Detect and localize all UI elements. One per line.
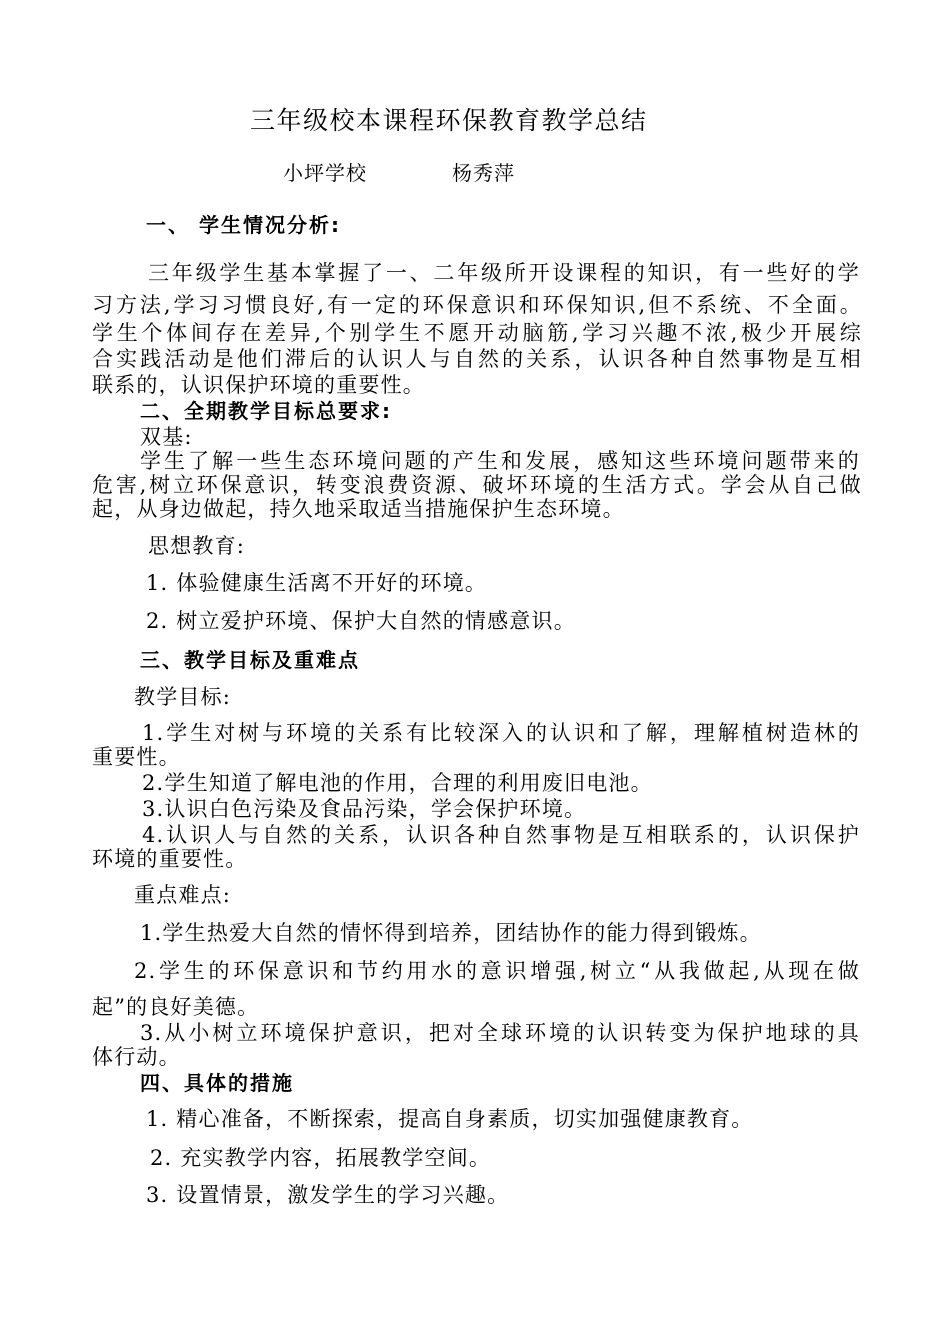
list-item: 1.学生对树与环境的关系有比较深入的认识和了解，理解植树造林的 bbox=[142, 721, 860, 745]
document-title: 三年级校本课程环保教育教学总结 bbox=[250, 106, 648, 135]
paragraph-line: 学生了解一些生态环境问题的产生和发展，感知这些环境问题带来的 bbox=[140, 449, 860, 473]
section-4-heading: 四、具体的措施 bbox=[140, 1071, 294, 1095]
paragraph-line: 合实践活动是他们滞后的认识人与自然的关系，认识各种自然事物是互相 bbox=[92, 347, 862, 371]
subheading: 思想教育: bbox=[148, 534, 246, 558]
list-item: 3. 设置情景，激发学生的学习兴趣。 bbox=[146, 1183, 510, 1207]
list-item: 重要性。 bbox=[92, 745, 181, 769]
list-item: 2.学生知道了解电池的作用，合理的利用废旧电池。 bbox=[142, 771, 653, 795]
list-item: 2.学生的环保意识和节约用水的意识增强,树立“从我做起,从现在做 bbox=[134, 959, 860, 983]
paragraph-line: 习方法,学习习惯良好,有一定的环保意识和环保知识,但不系统、不全面。 bbox=[92, 293, 862, 317]
list-item: 4.认识人与自然的关系，认识各种自然事物是互相联系的，认识保护 bbox=[142, 823, 860, 847]
paragraph-line: 三年级学生基本掌握了一、二年级所开设课程的知识，有一些好的学 bbox=[148, 261, 860, 285]
list-item: 起”的良好美德。 bbox=[92, 995, 260, 1019]
list-item: 2. 树立爱护环境、保护大自然的情感意识。 bbox=[146, 609, 576, 633]
paragraph-line: 起，从身边做起，持久地采取适当措施保护生态环境。 bbox=[92, 497, 625, 521]
subheading: 教学目标: bbox=[134, 685, 232, 709]
list-item: 环境的重要性。 bbox=[92, 847, 248, 871]
subheading: 双基: bbox=[140, 425, 193, 449]
section-3-heading: 三、教学目标及重难点 bbox=[140, 648, 360, 672]
list-item: 3.认识白色污染及食品污染，学会保护环境。 bbox=[142, 797, 587, 821]
section-2-heading: 二、全期教学目标总要求: bbox=[140, 399, 392, 423]
author-name: 杨秀萍 bbox=[452, 161, 515, 185]
list-item: 3.从小树立环境保护意识，把对全球环境的认识转变为保护地球的具 bbox=[140, 1021, 860, 1045]
list-item: 体行动。 bbox=[92, 1045, 181, 1069]
paragraph-line: 学生个体间存在差异,个别学生不愿开动脑筋,学习兴趣不浓,极少开展综 bbox=[92, 321, 862, 345]
section-1-heading: 一、 学生情况分析: bbox=[146, 213, 341, 237]
list-item: 1.学生热爱大自然的情怀得到培养，团结协作的能力得到锻炼。 bbox=[140, 921, 762, 945]
paragraph-line: 联系的，认识保护环境的重要性。 bbox=[92, 373, 425, 397]
paragraph-line: 危害,树立环保意识，转变浪费资源、破坏环境的生活方式。学会从自己做 bbox=[92, 473, 862, 497]
list-item: 1. 体验健康生活离不开好的环境。 bbox=[146, 571, 488, 595]
subheading: 重点难点: bbox=[134, 883, 232, 907]
list-item: 1. 精心准备，不断探索，提高自身素质，切实加强健康教育。 bbox=[146, 1107, 754, 1131]
school-name: 小坪学校 bbox=[283, 161, 367, 185]
list-item: 2. 充实教学内容，拓展教学空间。 bbox=[150, 1146, 492, 1170]
